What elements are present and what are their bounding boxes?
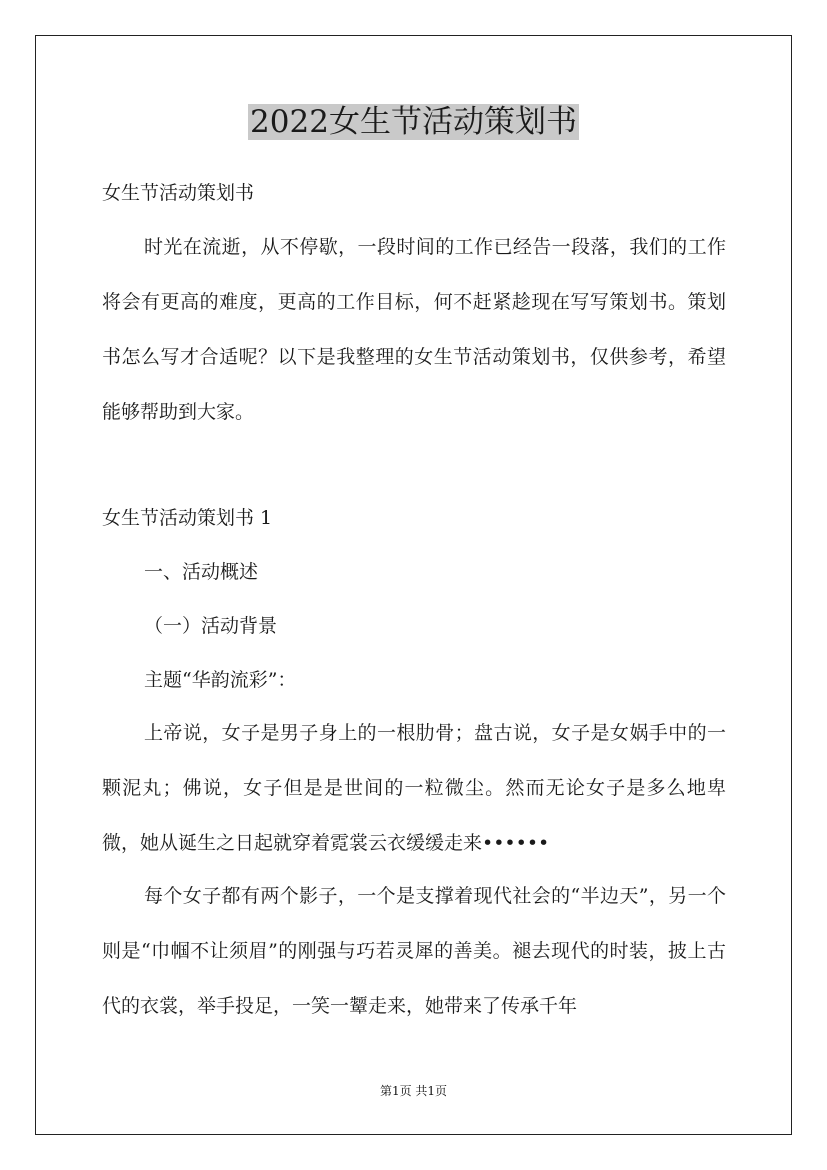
theme-line: 主题“华韵流彩”： <box>144 669 297 691</box>
paragraph-two-shadows: 每个女子都有两个影子，一个是支撑着现代社会的“半边天”，另一个则是“巾帼不让须眉”的刚强与巧若灵犀的善美。褪去现代的时装，披上古代的衣裳，举手投足，一笑一颦走来，她带来了传承千年 <box>102 885 726 1017</box>
document-title <box>0 100 827 144</box>
section-heading: 女生节活动策划书 1 <box>102 507 273 529</box>
paragraph-creation-myth: 上帝说，女子是男子身上的一根肋骨；盘古说，女子是女娲手中的一颗泥丸；佛说，女子但是是世间的一粒微尘。然而无论女子是多么地卑微，她从诞生之日起就穿着霓裳云衣缓缓走来•••••• <box>102 722 726 854</box>
intro-heading: 女生节活动策划书 <box>102 182 255 204</box>
intro-paragraph: 时光在流逝，从不停歇，一段时间的工作已经告一段落，我们的工作将会有更高的难度，更高的工作目标，何不赶紧趁现在写写策划书。策划书怎么写才合适呢？以下是我整理的女生节活动策划书，仅供参考，希望能够帮助到大家。 <box>102 236 726 423</box>
subsection-overview: 一、活动概述 <box>144 561 259 583</box>
page-footer <box>0 1083 827 1099</box>
page-number: 第1页 共1页 <box>379 1084 448 1098</box>
title-text: 2022女生节活动策划书 <box>250 104 577 140</box>
subsection-background: （一）活动背景 <box>144 615 278 637</box>
